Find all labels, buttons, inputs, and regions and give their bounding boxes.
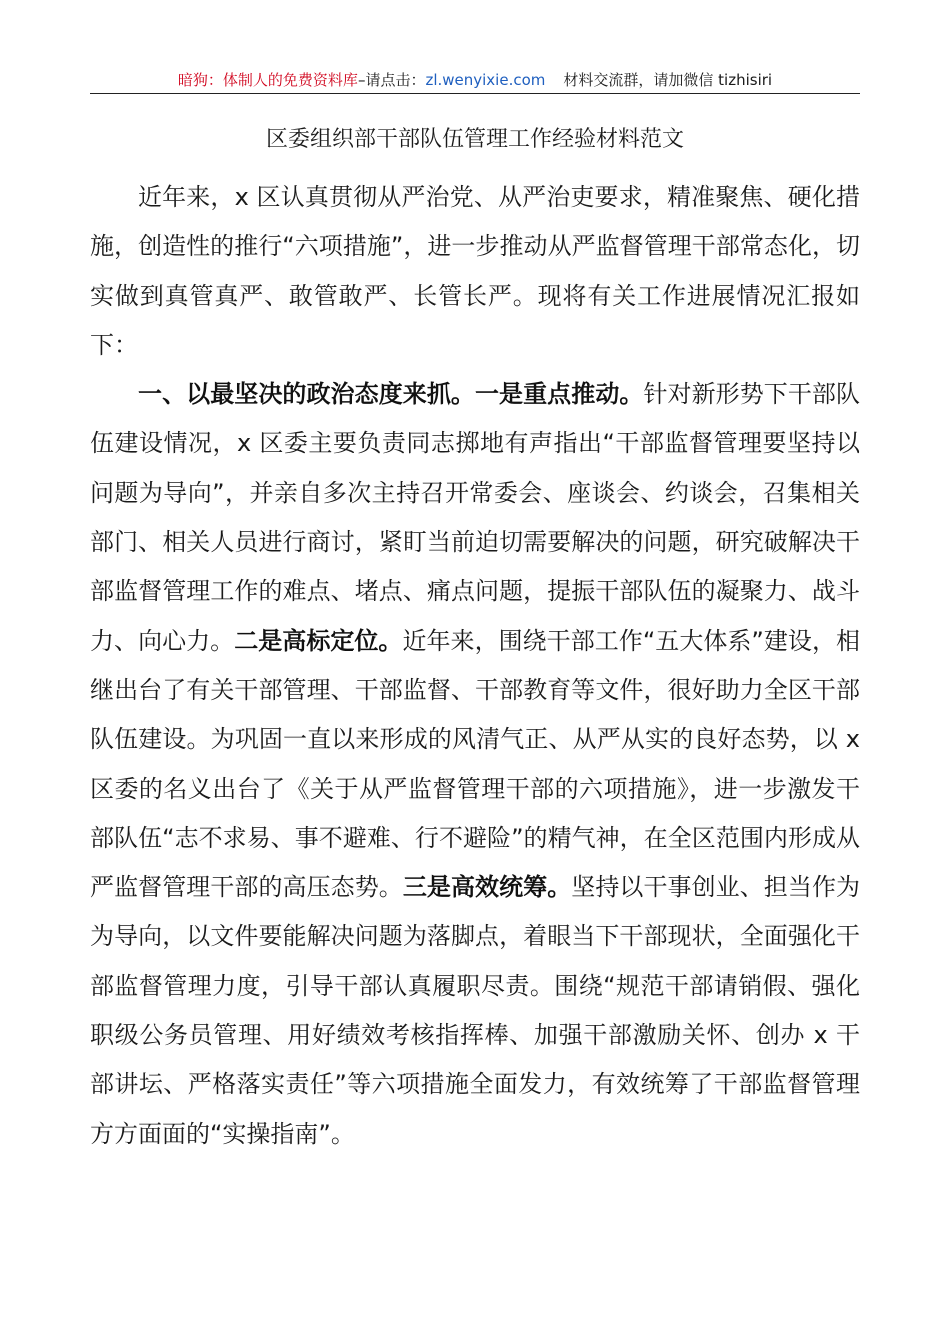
document-title: 区委组织部干部队伍管理工作经验材料范文 — [265, 127, 684, 152]
intro-paragraph: 近年来，x 区认真贯彻从严治党、从严治吏要求，精准聚焦、硬化措施，创造性的推行“六项措施”，进一步推动从严监督管理干部常态化，切实做到真管真严、敢管敢严、长管长严。现将有关工作进展情况汇报如下： — [90, 183, 860, 359]
point-1-label: 一是重点推动。 — [474, 380, 644, 409]
link-prefix: –请点击： — [357, 71, 426, 89]
point-2-label: 二是高标定位。 — [234, 626, 403, 655]
page-header — [90, 66, 860, 94]
section-1-heading: 一、以最坚决的政治态度来抓。 — [138, 380, 475, 409]
brand-text: 暗狗：体制人的免费资料库 — [177, 71, 358, 89]
point-1-text: 针对新形势下干部队伍建设情况，x 区委主要负责同志掷地有声指出“干部监督管理要坚持以问题为导向”，并亲自多次主持召开常委会、座谈会、约谈会，召集相关部门、相关人员进行商讨，紧盯当前迫切需要解决的问题，研究破解决干部监督管理工作的难点、堵点、痛点问题，提振干部队伍的凝聚力、战斗力、向心力。 — [90, 380, 861, 655]
group-note: 材料交流群，请加微信 tizhisiri — [563, 71, 773, 89]
header-divider — [90, 93, 860, 94]
site-link[interactable]: zl.wenyixie.com — [425, 71, 546, 89]
point-3-label: 三是高效统筹。 — [402, 873, 572, 902]
document-body — [90, 173, 860, 1159]
point-3-text: 坚持以干事创业、担当作为为导向，以文件要能解决问题为落脚点，着眼当下干部现状，全面强化干部监督管理力度，引导干部认真履职尽责。围绕“规范干部请销假、强化职级公务员管理、用好绩效考核指挥棒、加强干部激励关怀、创办 x 干部讲坛、严格落实责任”等六项措施全面发力，有效统筹了干部监督管理方方面面的“实操指南”。 — [90, 873, 861, 1148]
point-2-text: 近年来，围绕干部工作“五大体系”建设，相继出台了有关干部管理、干部监督、干部教育等文件，很好助力全区干部队伍建设。为巩固一直以来形成的风清气正、从严从实的良好态势，以 x 区委的名义出台了《关于从严监督管理干部的六项措施》，进一步激发干部队伍“志不求易、事不避难、行不避险”的精气神，在全区范围内形成从严监督管理干部的高压态势。 — [90, 626, 861, 902]
section-1-paragraph — [90, 370, 860, 1159]
